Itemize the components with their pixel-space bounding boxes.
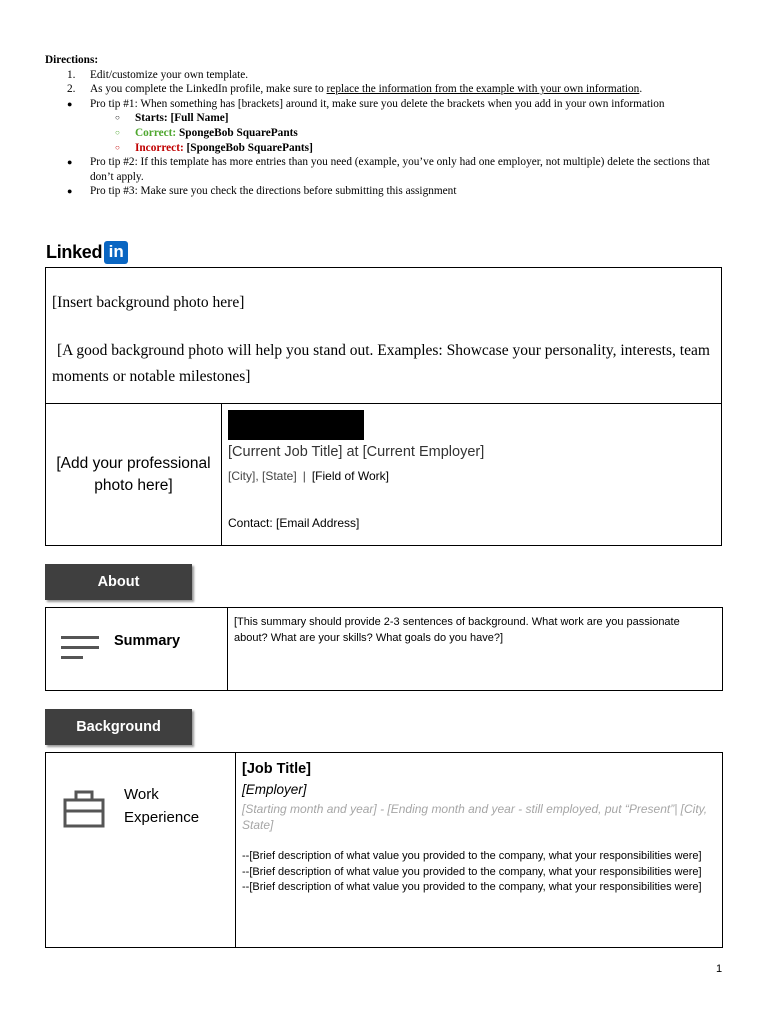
linkedin-logo — [46, 240, 128, 264]
pro-tip-2 — [45, 155, 735, 184]
menu-lines-icon — [61, 636, 101, 662]
city-state: [City], [State] — [228, 469, 297, 483]
profile-photo-placeholder: [Add your professional photo here] — [46, 404, 222, 545]
step-number: 2. — [67, 83, 76, 96]
dates-location: [Starting month and year] - [Ending month and year - still employed, put “Present”| [City, State] — [242, 802, 708, 832]
employer: [Employer] — [242, 782, 307, 797]
headline: [Current Job Title] at [Current Employer] — [228, 444, 485, 460]
contact-email: Contact: [Email Address] — [228, 516, 360, 530]
direction-step-1 — [45, 68, 735, 83]
background-photo-description: [A good background photo will help you stand out. Examples: Showcase your personality, interests, team moments or notable milestones] — [52, 342, 710, 385]
location-line — [228, 469, 389, 483]
redacted-name — [228, 410, 364, 440]
summary-label: Summary — [114, 633, 181, 649]
circle-bullet-icon: ○ — [115, 127, 120, 137]
circle-bullet-icon: ○ — [115, 113, 120, 123]
bullet-icon: ● — [67, 157, 73, 168]
job-descriptions — [242, 849, 717, 896]
job-description: --[Brief description of what value you provided to the company, what your responsibilities were] — [242, 881, 702, 893]
background-photo-area — [46, 268, 721, 404]
example-incorrect: ○ Incorrect: [SpongeBob SquarePants] — [115, 141, 313, 154]
job-description: --[Brief description of what value you provided to the company, what your responsibilities were] — [242, 850, 702, 862]
work-label-cell — [46, 753, 236, 947]
pro-tip-3 — [45, 184, 735, 199]
directions-title: Directions: — [45, 54, 99, 66]
tip-text: Pro tip #2: If this template has more entries than you need (example, you’ve only had one employer, not multiple) delete the sections that don’t apply. — [90, 156, 710, 183]
logo-in-box: in — [104, 241, 128, 264]
separator: | — [302, 469, 306, 483]
circle-bullet-icon: ○ — [115, 142, 120, 152]
bullet-icon: ● — [67, 98, 73, 109]
about-header: About — [45, 564, 192, 600]
background-header: Background — [45, 709, 192, 745]
tip-text: Pro tip #1: When something has [brackets] around it, make sure you delete the brackets when you add in your own information — [90, 97, 665, 110]
pro-tip-1 — [45, 97, 735, 112]
summary-text: [This summary should provide 2-3 sentences of background. What work are you passionate about? What are your skills? What goals do you have?] — [234, 616, 680, 644]
job-description: --[Brief description of what value you provided to the company, what your responsibilities were] — [242, 865, 702, 878]
background-photo-title: [Insert background photo here] — [52, 294, 245, 311]
example-correct: ○ Correct: SpongeBob SquarePants — [115, 126, 298, 139]
directions-block — [45, 53, 735, 199]
step-text: Edit/customize your own template. — [90, 68, 249, 81]
summary-section — [45, 607, 723, 691]
tip-text: Pro tip #3: Make sure you check the directions before submitting this assignment — [90, 185, 457, 198]
work-experience-section — [45, 752, 723, 948]
profile-card — [45, 267, 722, 546]
bullet-icon: ● — [67, 186, 73, 197]
step-number: 1. — [67, 68, 76, 81]
field-of-work: [Field of Work] — [311, 469, 389, 483]
job-title: [Job Title] — [242, 761, 312, 777]
underlined-instruction: replace the information from the example with your own information — [326, 83, 640, 96]
example-starts: ○ Starts: [Full Name] — [115, 112, 229, 125]
logo-word: Linked — [46, 241, 103, 262]
summary-label-cell — [46, 608, 228, 690]
page-number: 1 — [716, 963, 723, 975]
profile-info — [222, 404, 721, 545]
step-text: As you complete the LinkedIn profile, make sure to replace the information from the example with your own information. — [90, 83, 643, 96]
direction-step-2 — [45, 82, 735, 97]
briefcase-icon — [62, 790, 106, 828]
work-experience-label: Work Experience — [124, 786, 200, 826]
